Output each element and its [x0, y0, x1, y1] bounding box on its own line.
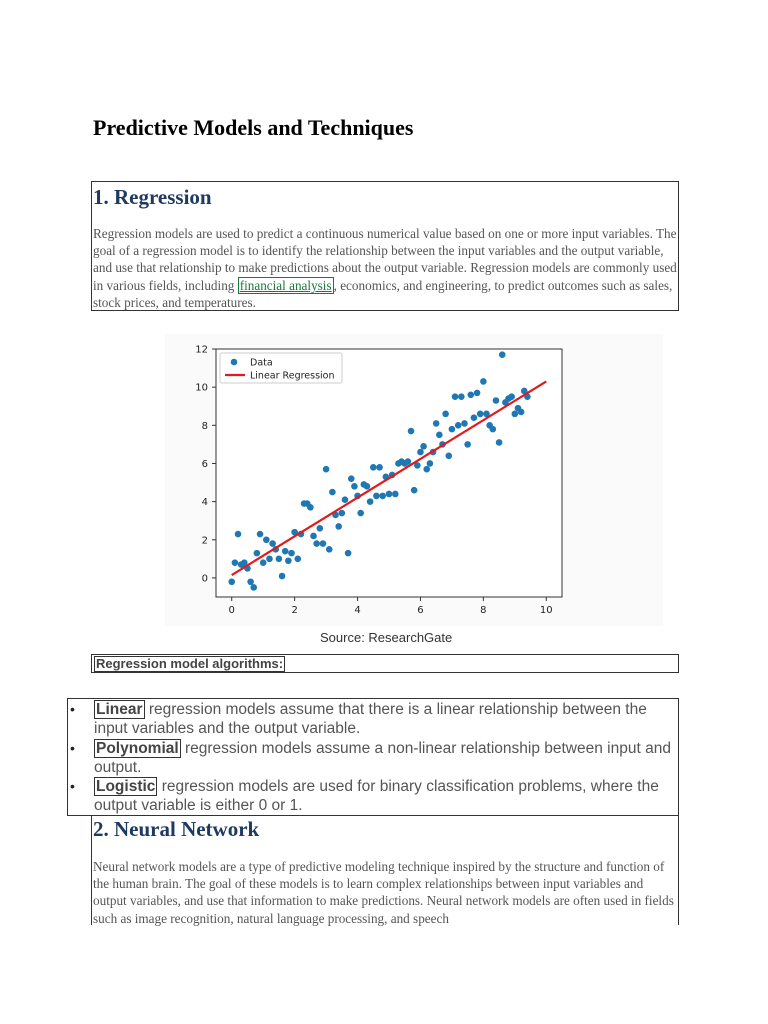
- data-point: [364, 483, 371, 490]
- linear-term: Linear: [96, 701, 143, 718]
- data-point: [493, 397, 500, 404]
- neural-network-section: [91, 815, 679, 925]
- algorithms-title: Regression model algorithms:: [96, 656, 284, 671]
- data-point: [307, 504, 314, 511]
- y-tick-label: 12: [195, 344, 208, 356]
- y-tick-label: 10: [195, 382, 208, 394]
- data-point: [235, 531, 242, 538]
- data-point: [260, 559, 267, 566]
- polynomial-description: regression models assume a non-linear relationship between input and output.: [94, 740, 671, 776]
- algorithms-title-box: [91, 654, 679, 673]
- legend-line-label: Linear Regression: [250, 370, 335, 382]
- data-point: [288, 550, 295, 557]
- data-point: [420, 443, 427, 450]
- data-point: [339, 510, 346, 517]
- data-point: [310, 533, 317, 540]
- x-tick-label: 4: [354, 605, 361, 616]
- data-point: [370, 464, 377, 471]
- data-point: [427, 460, 434, 467]
- chart-source-caption: Source: ResearchGate: [320, 630, 453, 645]
- data-point: [477, 411, 484, 418]
- data-point: [411, 487, 418, 494]
- neural-network-paragraph: Neural network models are a type of predictive modeling technique inspired by the structure and function of the human brain. The goal of these models is to learn complex relationships between input variables and output variables, and use that information to make predictions. Neural network models are often used in fields such as image recognition, natural language processing, and speech: [93, 859, 674, 926]
- data-point: [313, 540, 320, 547]
- data-point: [499, 351, 506, 358]
- regression-chart: [165, 334, 663, 626]
- data-point: [405, 458, 412, 465]
- data-point: [247, 578, 254, 585]
- data-point: [285, 557, 292, 564]
- financial-analysis-link[interactable]: financial analysis: [239, 277, 332, 293]
- data-point: [417, 449, 424, 456]
- data-point: [461, 420, 468, 427]
- data-point: [345, 550, 352, 557]
- data-point: [464, 441, 471, 448]
- logistic-description: regression models are used for binary classification problems, where the output variable is either 0 or 1.: [94, 778, 659, 814]
- data-point: [376, 464, 383, 471]
- y-tick-label: 8: [201, 420, 208, 432]
- data-point: [392, 491, 399, 498]
- data-point: [266, 556, 273, 563]
- data-point: [232, 559, 239, 566]
- data-point: [433, 420, 440, 427]
- data-point: [320, 540, 327, 547]
- data-point: [467, 391, 474, 398]
- data-point: [512, 411, 519, 418]
- data-point: [282, 548, 289, 555]
- data-point: [228, 578, 235, 585]
- regression-text-before: Regression models are used to predict a continuous numerical value based on one or more input variables. The goal of a regression model is to identify the relationship between the input variables and the output variable, and use that relationship to make predictions about the output variable. Regression models are commonly used in various fields, including: [93, 226, 677, 293]
- data-point: [317, 525, 324, 532]
- legend-data-label: Data: [250, 357, 273, 369]
- regression-paragraph: [93, 225, 677, 311]
- data-point: [323, 466, 330, 473]
- data-point: [351, 483, 358, 490]
- data-point: [423, 466, 430, 473]
- data-point: [373, 493, 380, 500]
- y-tick-label: 6: [201, 458, 208, 470]
- data-point: [442, 411, 449, 418]
- data-point: [257, 531, 264, 538]
- polynomial-term: Polynomial: [96, 740, 179, 757]
- y-tick-label: 0: [201, 573, 208, 585]
- x-tick-label: 0: [228, 605, 235, 616]
- data-point: [326, 546, 333, 553]
- algorithms-list: [67, 698, 679, 816]
- y-tick-label: 2: [201, 535, 208, 547]
- data-point: [490, 426, 497, 433]
- data-point: [452, 393, 459, 400]
- data-point: [357, 510, 364, 517]
- x-tick-label: 6: [417, 605, 424, 616]
- data-point: [508, 393, 515, 400]
- data-point: [254, 550, 261, 557]
- regression-heading: 1. Regression: [93, 185, 212, 209]
- data-point: [471, 414, 478, 421]
- data-point: [276, 556, 283, 563]
- logistic-term: Logistic: [96, 778, 156, 795]
- data-point: [250, 584, 257, 591]
- data-point: [445, 453, 452, 460]
- neural-network-heading: 2. Neural Network: [93, 817, 260, 841]
- data-point: [294, 556, 301, 563]
- page-title: Predictive Models and Techniques: [93, 115, 414, 140]
- linear-description: regression models assume that there is a linear relationship between the input variables and the output variable.: [94, 701, 647, 737]
- regression-section: [91, 181, 679, 311]
- data-point: [408, 428, 415, 435]
- x-tick-label: 8: [480, 605, 487, 616]
- data-point: [269, 540, 276, 547]
- y-tick-label: 4: [201, 497, 208, 509]
- data-point: [279, 573, 286, 580]
- data-point: [518, 409, 525, 416]
- data-point: [335, 523, 342, 530]
- regression-chart-svg: [165, 334, 663, 626]
- data-point: [436, 432, 443, 439]
- data-point: [367, 498, 374, 505]
- bullet-dot: •: [70, 701, 75, 717]
- data-point: [449, 426, 456, 433]
- data-point: [386, 491, 393, 498]
- x-tick-label: 2: [291, 605, 298, 616]
- x-tick-label: 10: [539, 605, 553, 616]
- data-point: [474, 390, 481, 397]
- data-point: [329, 489, 336, 496]
- data-point: [379, 493, 386, 500]
- data-point: [496, 439, 503, 446]
- bullet-dot: •: [70, 740, 75, 756]
- data-point: [455, 422, 462, 429]
- bullet-dot: •: [70, 778, 75, 794]
- data-point: [263, 536, 270, 543]
- data-point: [480, 378, 487, 385]
- data-point: [342, 496, 349, 503]
- regression-text-after: , economics, and engineering, to predict outcomes such as sales, stock prices, and temperatures.: [93, 277, 673, 310]
- data-point: [348, 475, 355, 482]
- data-point: [458, 393, 465, 400]
- legend-data-marker: [231, 359, 238, 366]
